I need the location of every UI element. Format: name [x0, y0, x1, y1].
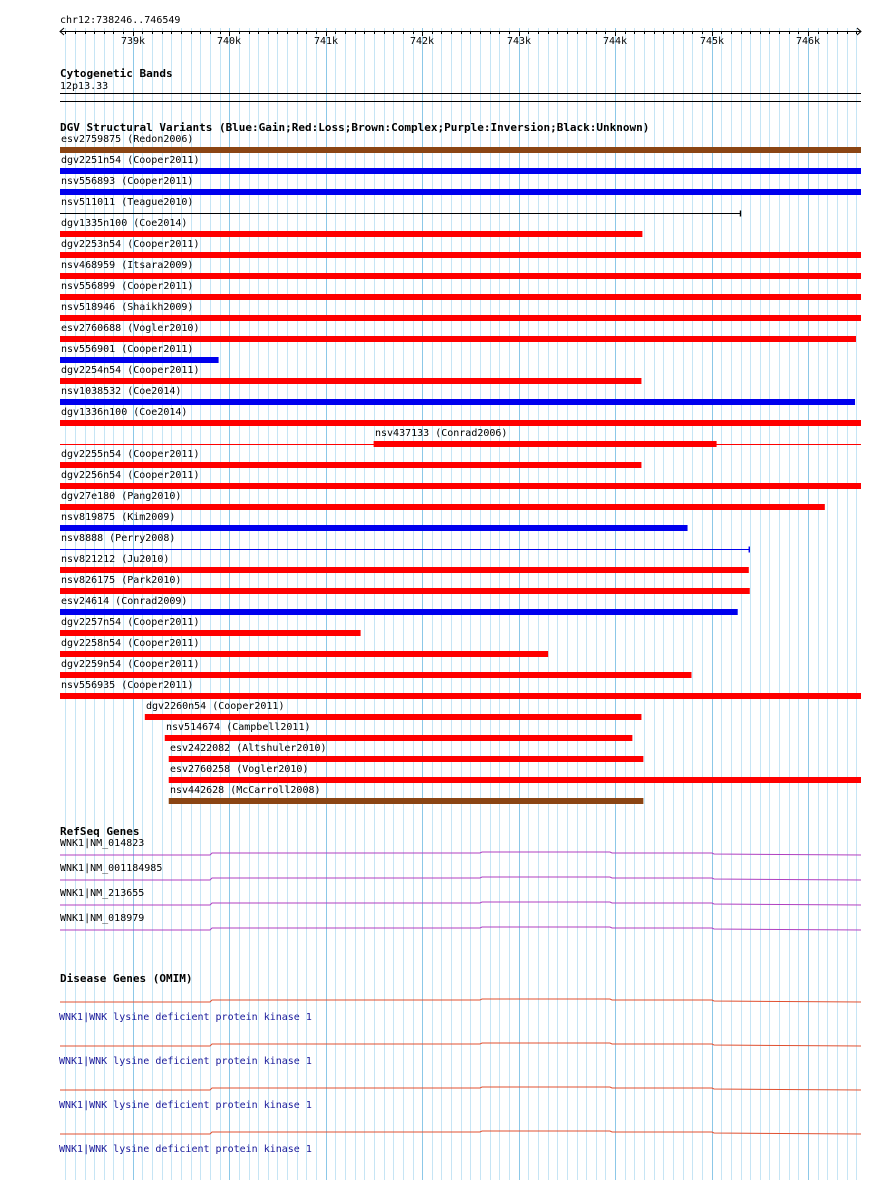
dgv-variant-label: esv2760258 (Vogler2010) [170, 764, 309, 775]
refseq-gene-model[interactable] [60, 902, 861, 905]
dgv-variant-bar[interactable] [60, 378, 641, 384]
dgv-variant-label: nsv437133 (Conrad2006) [375, 428, 508, 439]
refseq-gene-model[interactable] [60, 877, 861, 880]
refseq-gene-model[interactable] [60, 852, 861, 855]
dgv-variant-label: dgv2253n54 (Cooper2011) [61, 239, 200, 250]
dgv-variant-bar[interactable] [60, 252, 861, 258]
refseq-gene-label: WNK1|NM_213655 [60, 888, 145, 899]
ruler-tick-label: 745k [700, 36, 725, 47]
ruler-tick-label: 742k [410, 36, 435, 47]
dgv-variant-label: dgv2258n54 (Cooper2011) [61, 638, 200, 649]
dgv-variant-bar[interactable] [60, 357, 219, 363]
dgv-variant-label: nsv468959 (Itsara2009) [61, 260, 194, 271]
cytoband-track [60, 94, 861, 102]
dgv-variant-label: nsv518946 (Shaikh2009) [61, 302, 194, 313]
refseq-gene-label: WNK1|NM_001184985 [60, 863, 163, 874]
dgv-variant-label: dgv2259n54 (Cooper2011) [61, 659, 200, 670]
dgv-title: DGV Structural Variants (Blue:Gain;Red:Loss;Brown:Complex;Purple:Inversion;Black:Unknown) [60, 121, 650, 134]
omim-title: Disease Genes (OMIM) [60, 972, 193, 985]
dgv-variant-label: nsv556935 (Cooper2011) [61, 680, 194, 691]
dgv-variant-label: nsv514674 (Campbell2011) [166, 722, 311, 733]
dgv-variant-bar[interactable] [60, 693, 861, 699]
ruler-tick-label: 744k [603, 36, 628, 47]
dgv-variant-label: nsv442628 (McCarroll2008) [170, 785, 321, 796]
omim-gene-label: WNK1|WNK lysine deficient protein kinase 1 [59, 1012, 312, 1023]
dgv-variant-label: dgv2256n54 (Cooper2011) [61, 470, 200, 481]
dgv-variant-bar[interactable] [60, 168, 861, 174]
dgv-variant-label: nsv821212 (Ju2010) [61, 554, 170, 565]
omim-gene-label: WNK1|WNK lysine deficient protein kinase 1 [59, 1100, 312, 1111]
cytoband-title: Cytogenetic Bands [60, 67, 173, 80]
dgv-variant-bar[interactable] [169, 756, 644, 762]
dgv-variant-label: dgv2255n54 (Cooper2011) [61, 449, 200, 460]
location-label: chr12:738246..746549 [60, 15, 181, 26]
dgv-variant-label: nsv1038532 (Coe2014) [61, 386, 182, 397]
refseq-track [60, 852, 861, 930]
coordinate-ruler [60, 28, 861, 36]
dgv-variant-bar[interactable] [169, 777, 861, 783]
ruler-tick-label: 746k [796, 36, 821, 47]
cytoband-label: 12p13.33 [60, 81, 109, 92]
dgv-variant-bar[interactable] [60, 273, 861, 279]
dgv-variant-bar[interactable] [60, 294, 861, 300]
dgv-variant-label: nsv819875 (Kim2009) [61, 512, 176, 523]
dgv-variant-label: nsv8888 (Perry2008) [61, 533, 176, 544]
dgv-variant-bar[interactable] [60, 147, 861, 153]
ruler-tick-label: 743k [507, 36, 532, 47]
dgv-variant-label: nsv511011 (Teague2010) [61, 197, 194, 208]
omim-gene-label: WNK1|WNK lysine deficient protein kinase 1 [59, 1144, 312, 1155]
refseq-gene-label: WNK1|NM_018979 [60, 913, 145, 924]
dgv-variant-bar[interactable] [60, 525, 688, 531]
dgv-variant-bar[interactable] [60, 420, 861, 426]
dgv-variant-label: dgv2251n54 (Cooper2011) [61, 155, 200, 166]
dgv-variant-label: nsv556893 (Cooper2011) [61, 176, 194, 187]
dgv-variant-bar[interactable] [60, 567, 749, 573]
dgv-variant-bar[interactable] [60, 630, 361, 636]
dgv-variant-bar[interactable] [60, 399, 855, 405]
dgv-variant-label: esv2422082 (Altshuler2010) [170, 743, 327, 754]
refseq-gene-model[interactable] [60, 927, 861, 930]
dgv-variant-label: dgv1335n100 (Coe2014) [61, 218, 188, 229]
dgv-variant-bar[interactable] [165, 735, 633, 741]
dgv-variant-bar[interactable] [60, 609, 738, 615]
dgv-variant-label: dgv2254n54 (Cooper2011) [61, 365, 200, 376]
omim-gene-model[interactable] [60, 1131, 861, 1134]
dgv-variant-bar[interactable] [145, 714, 642, 720]
dgv-variant-label: dgv2260n54 (Cooper2011) [146, 701, 285, 712]
dgv-variant-label: esv2759875 (Redon2006) [61, 134, 194, 145]
refseq-title: RefSeq Genes [60, 825, 140, 838]
dgv-variant-bar[interactable] [60, 315, 861, 321]
dgv-variant-bar[interactable] [60, 189, 861, 195]
dgv-variant-bar[interactable] [60, 231, 642, 237]
ruler-tick-label: 741k [314, 36, 339, 47]
dgv-variant-label: esv2760688 (Vogler2010) [61, 323, 200, 334]
dgv-variant-bar[interactable] [60, 462, 641, 468]
dgv-variant-label: nsv826175 (Park2010) [61, 575, 182, 586]
dgv-variant-label: nsv556899 (Cooper2011) [61, 281, 194, 292]
dgv-variant-bar[interactable] [60, 672, 692, 678]
omim-gene-label: WNK1|WNK lysine deficient protein kinase 1 [59, 1056, 312, 1067]
dgv-variant-label: dgv2257n54 (Cooper2011) [61, 617, 200, 628]
dgv-variant-bar[interactable] [169, 798, 644, 804]
omim-gene-model[interactable] [60, 1087, 861, 1090]
ruler-tick-label: 740k [217, 36, 242, 47]
omim-gene-model[interactable] [60, 999, 861, 1002]
dgv-variant-bar[interactable] [60, 651, 548, 657]
dgv-variant-bar[interactable] [60, 336, 856, 342]
dgv-variant-bar[interactable] [60, 588, 750, 594]
ruler-tick-label: 739k [121, 36, 146, 47]
dgv-variant-bar[interactable] [60, 504, 825, 510]
dgv-variant-bar[interactable] [60, 483, 861, 489]
dgv-variant-label: dgv1336n100 (Coe2014) [61, 407, 188, 418]
dgv-variant-label: esv24614 (Conrad2009) [61, 596, 188, 607]
refseq-gene-label: WNK1|NM_014823 [60, 838, 145, 849]
dgv-variant-bar[interactable] [374, 441, 717, 447]
omim-gene-model[interactable] [60, 1043, 861, 1046]
dgv-variant-label: nsv556901 (Cooper2011) [61, 344, 194, 355]
dgv-variant-label: dgv27e180 (Pang2010) [61, 491, 182, 502]
